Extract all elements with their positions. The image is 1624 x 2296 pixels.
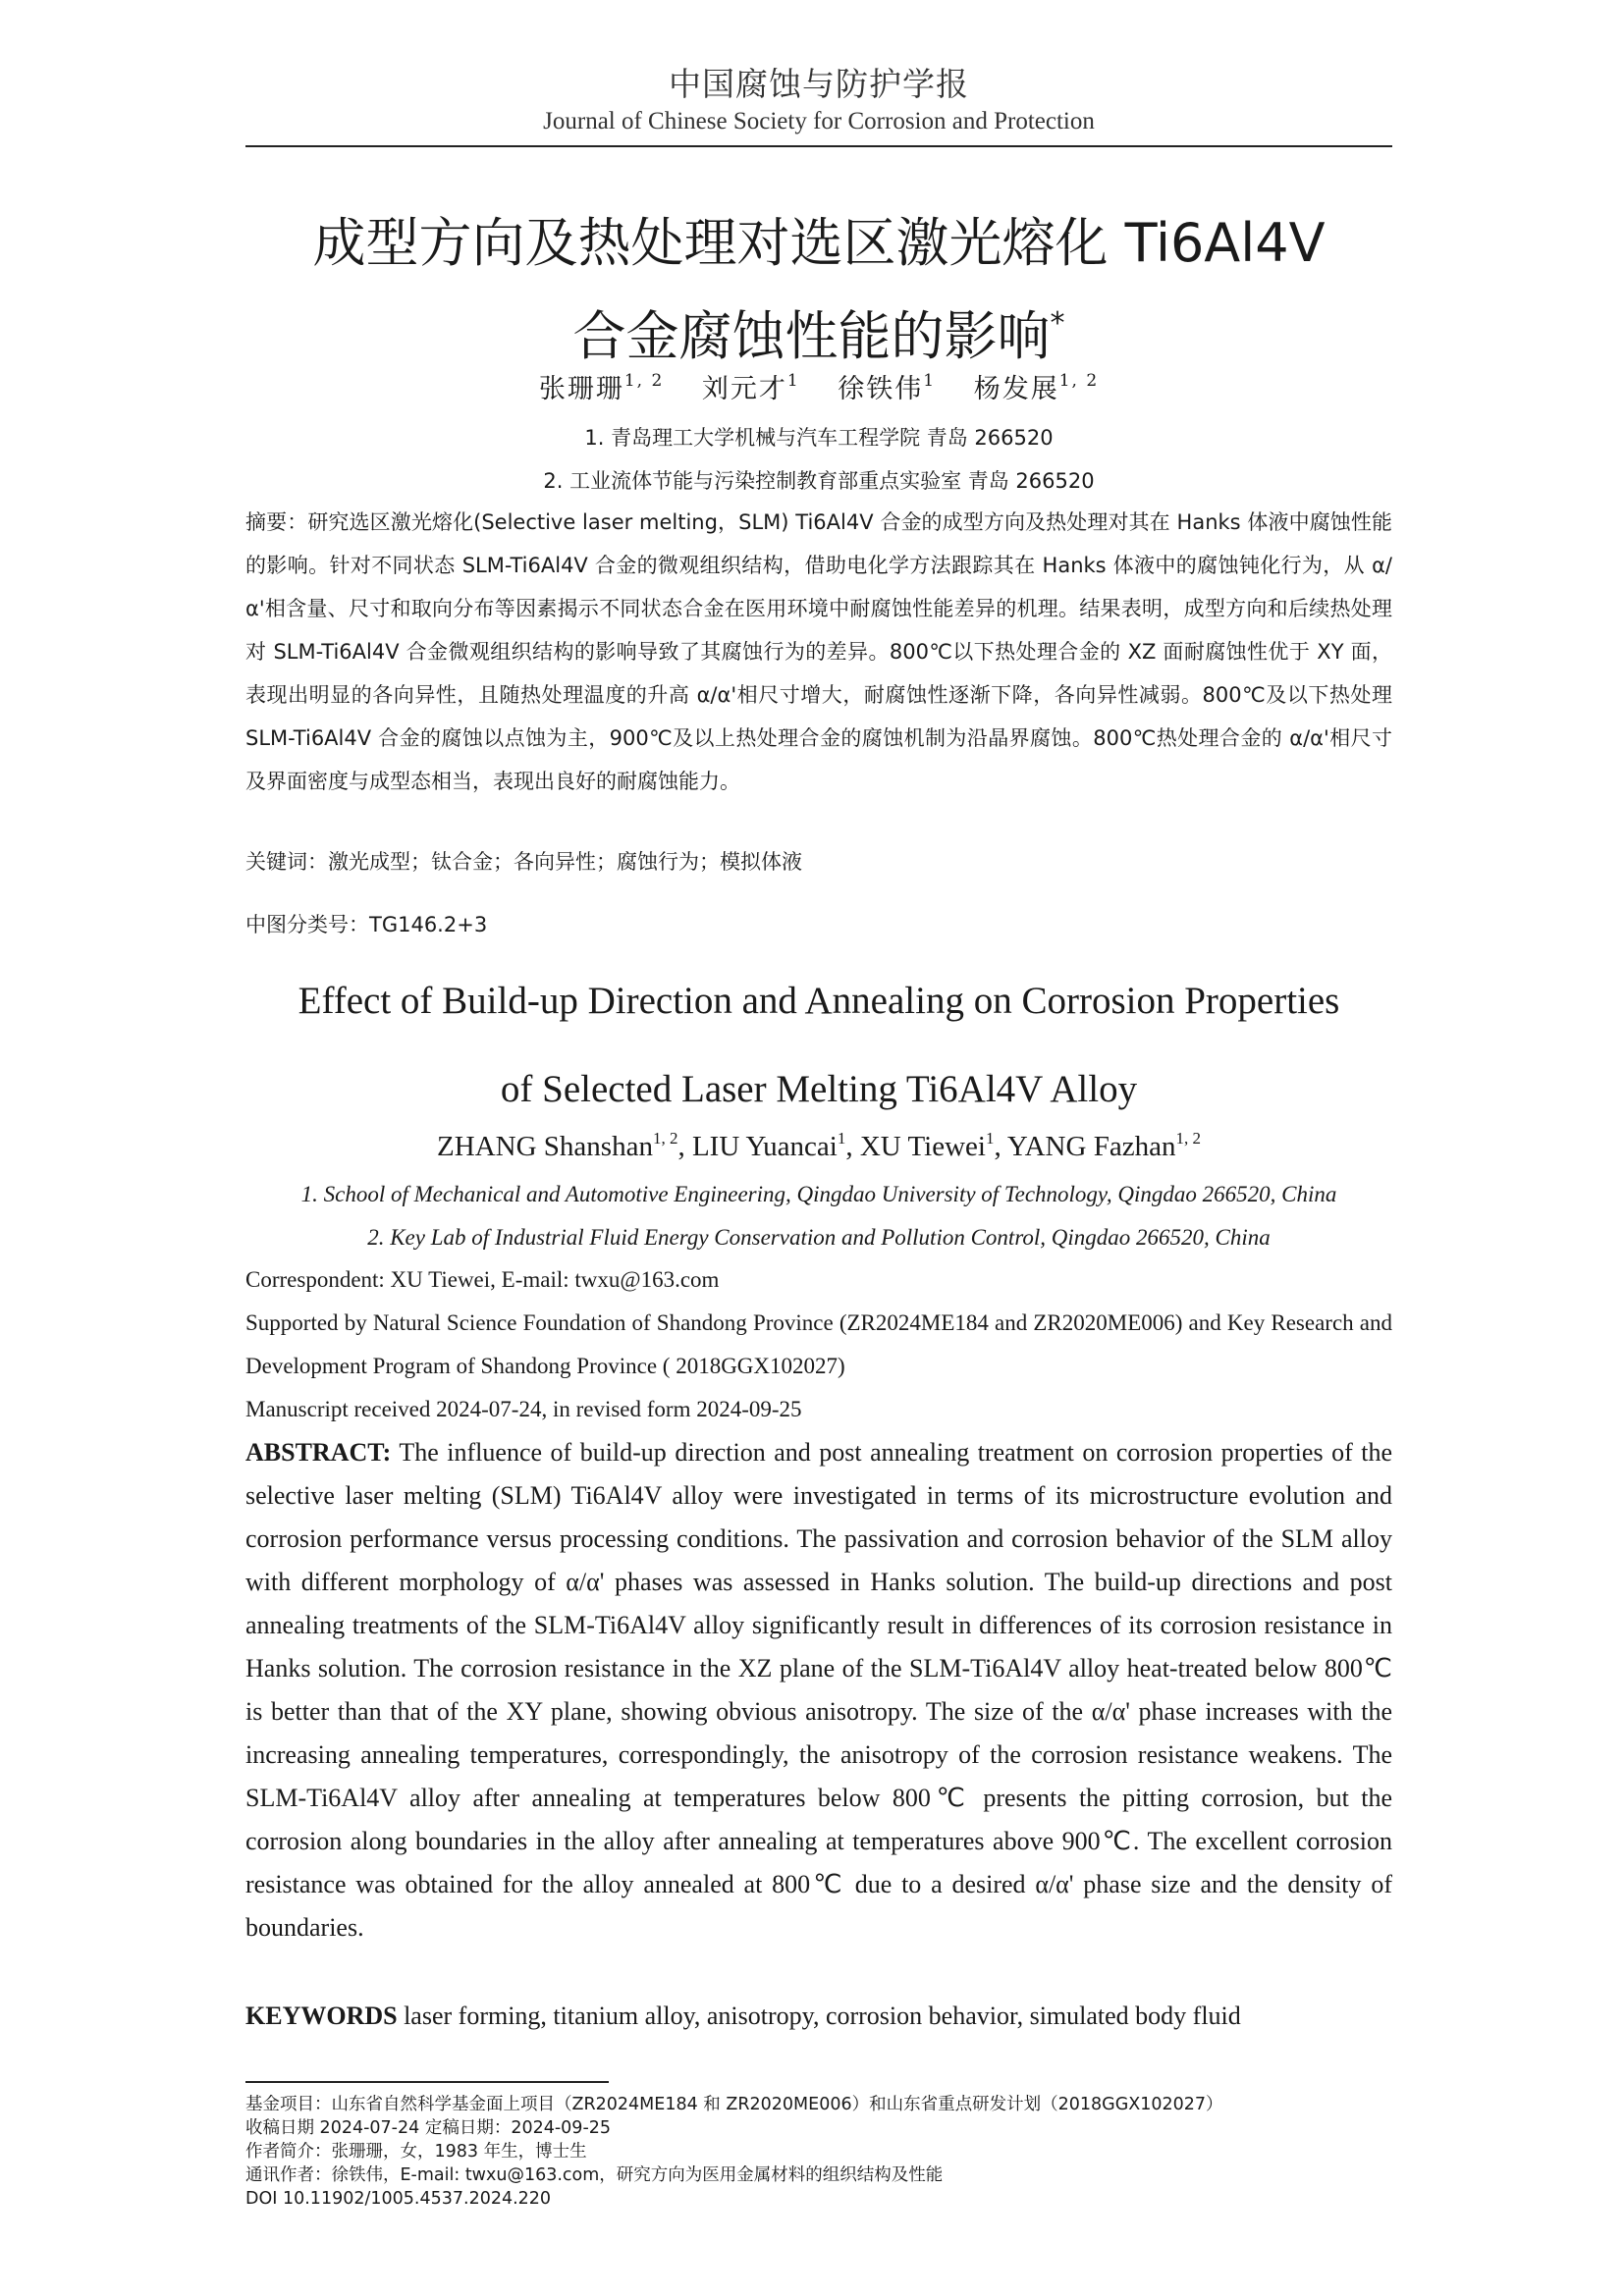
paper-title-cn-text: 合金腐蚀性能的影响 [572, 305, 1051, 367]
footnotes [245, 2093, 1392, 2211]
footnote-author-bio: 作者简介：张珊珊，女，1983 年生，博士生 [245, 2142, 587, 2162]
keywords-cn-text: 激光成型；钛合金；各向异性；腐蚀行为；模拟体液 [328, 850, 802, 874]
paper-title-cn-line2 [245, 285, 1392, 376]
author-affiliation-mark: 1, 2 [623, 371, 665, 391]
keywords-en [245, 1995, 1392, 2038]
author-en: ZHANG Shanshan [437, 1131, 653, 1162]
classification-label: 中图分类号： [245, 913, 369, 936]
abstract-cn-text: 研究选区激光熔化(Selective laser melting，SLM) Ti6Al4V 合金的成型方向及热处理对其在 Hanks 体液中腐蚀性能的影响。针对不同状态 SLM-Ti6Al4V 合金的微观组织结构，借助电化学方法跟踪其在 Hanks 体液中的腐蚀钝化行为，从 α/α'相含量、尺寸和取向分布等因素揭示不同状态合金在医用环境中耐腐蚀性能差异的机理。结果表明，成型方向和后续热处理对 SLM-Ti6Al4V 合金微观组织结构的影响导致了其腐蚀行为的差异。800℃以下热处理合金的 XZ 面耐腐蚀性优于 XY 面，表现出明显的各向异性，且随热处理温度的升高 α/α'相尺寸增大，耐腐蚀性逐渐下降，各向异性减弱。800℃及以下热处理 SLM-Ti6Al4V 合金的腐蚀以点蚀为主，900℃及以上热处理合金的腐蚀机制为沿晶界腐蚀。800℃热处理合金的 α/α'相尺寸及界面密度与成型态相当，表现出良好的耐腐蚀能力。 [245, 510, 1393, 793]
affiliation-cn: 1. 青岛理工大学机械与汽车工程学院 青岛 266520 [584, 426, 1054, 450]
author-en: LIU Yuancai [691, 1131, 838, 1162]
author-en: XU Tiewei [859, 1131, 986, 1162]
footnote-corresponding: 通讯作者：徐铁伟，E-mail: twxu@163.com，研究方向为医用金属材料的组织结构及性能 [245, 2165, 944, 2185]
author-affiliation-mark: 1 [923, 371, 937, 391]
author-affiliation-mark: 1 [786, 371, 800, 391]
funding-line: Supported by Natural Science Foundation of Shandong Province (ZR2024ME184 and ZR2020ME006) and Key Research and Development Program of Shandong Province ( 2018GGX102027) [245, 1310, 1392, 1378]
footnote-dates: 收稿日期 2024-07-24 定稿日期：2024-09-25 [245, 2118, 612, 2138]
abstract-cn [245, 501, 1392, 803]
correspondent-line: Correspondent: XU Tiewei, E-mail: twxu@163.com [245, 1267, 720, 1292]
author-affiliation-mark: 1 [985, 1129, 995, 1148]
keywords-en-text: laser forming, titanium alloy, anisotropy, corrosion behavior, simulated body fluid [404, 2002, 1241, 2030]
affiliation-cn: 2. 工业流体节能与污染控制教育部重点实验室 青岛 266520 [543, 469, 1095, 493]
author-cn: 刘元才 [701, 374, 787, 404]
author-affiliation-mark: 1 [837, 1129, 846, 1148]
footnote-doi: DOI 10.11902/1005.4537.2024.220 [245, 2189, 552, 2209]
author-en: YANG Fazhan [1006, 1131, 1176, 1162]
keywords-en-label: KEYWORDS [245, 2002, 398, 2030]
author-cn: 杨发展 [973, 374, 1059, 404]
abstract-en [245, 1431, 1392, 1949]
journal-name-en: Journal of Chinese Society for Corrosion and Protection [543, 108, 1095, 134]
paper-title-en-line1: Effect of Build-up Direction and Annealing on Corrosion Properties [298, 980, 1340, 1022]
footnote-funding: 基金项目：山东省自然科学基金面上项目（ZR2024ME184 和 ZR2020ME006）和山东省重点研发计划（2018GGX102027） [245, 2095, 1223, 2114]
title-footnote-mark: * [1050, 306, 1065, 341]
paper-title-cn-line1: 成型方向及热处理对选区激光熔化 Ti6Al4V [312, 212, 1326, 274]
keywords-cn-label: 关键词： [245, 850, 328, 874]
affiliation-en: 1. School of Mechanical and Automotive Engineering, Qingdao University of Technology, Qingdao 266520, China [300, 1182, 1337, 1206]
classification-number [245, 909, 1392, 938]
author-affiliation-mark: 1, 2 [1175, 1129, 1201, 1148]
classification-value: TG146.2+3 [369, 913, 488, 936]
abstract-en-text: The influence of build-up direction and post annealing treatment on corrosion properties of the selective laser melting (SLM) Ti6Al4V alloy were investigated in terms of its microstructure evolution and corrosion performance versus processing conditions. The passivation and corrosion behavior of the SLM alloy with different morphology of α/α' phases was assessed in Hanks solution. The build-up directions and post annealing treatments of the SLM-Ti6Al4V alloy significantly result in differences of its corrosion resistance in Hanks solution. The corrosion resistance in the XZ plane of the SLM-Ti6Al4V alloy heat-treated below 800℃ is better than that of the XY plane, showing obvious anisotropy. The size of the α/α' phase increases with the increasing annealing temperatures, correspondingly, the anisotropy of the corrosion resistance weakens. The SLM-Ti6Al4V alloy after annealing at temperatures below 800℃ presents the pitting corrosion, but the corrosion along boundaries in the alloy after annealing at temperatures above 900℃. The excellent corrosion resistance was obtained for the alloy annealed at 800℃ due to a desired α/α' phase size and the density of boundaries. [245, 1438, 1393, 1942]
footnote-divider [245, 2081, 609, 2083]
abstract-cn-label: 摘要： [245, 510, 308, 534]
paper-title-en-line2: of Selected Laser Melting Ti6Al4V Alloy [500, 1068, 1138, 1110]
abstract-en-label: ABSTRACT: [245, 1438, 392, 1467]
author-cn: 张珊珊 [538, 374, 624, 404]
author-affiliation-mark: 1, 2 [652, 1129, 678, 1148]
manuscript-dates: Manuscript received 2024-07-24, in revised form 2024-09-25 [245, 1397, 802, 1421]
header-divider [245, 145, 1392, 147]
author-list-en: ZHANG Shanshan$^{1, 2}$, LIU Yuancai$^1$, XU Tiewei$^1$, YANG Fazhan$^{1, 2}$ [437, 1129, 1201, 1162]
keywords-cn [245, 846, 1392, 876]
author-affiliation-mark: 1, 2 [1058, 371, 1100, 391]
author-cn: 徐铁伟 [838, 374, 924, 404]
journal-name-cn: 中国腐蚀与防护学报 [669, 65, 969, 103]
author-list-cn [245, 367, 1392, 405]
affiliation-en: 2. Key Lab of Industrial Fluid Energy Conservation and Pollution Control, Qingdao 266520, China [367, 1225, 1271, 1250]
